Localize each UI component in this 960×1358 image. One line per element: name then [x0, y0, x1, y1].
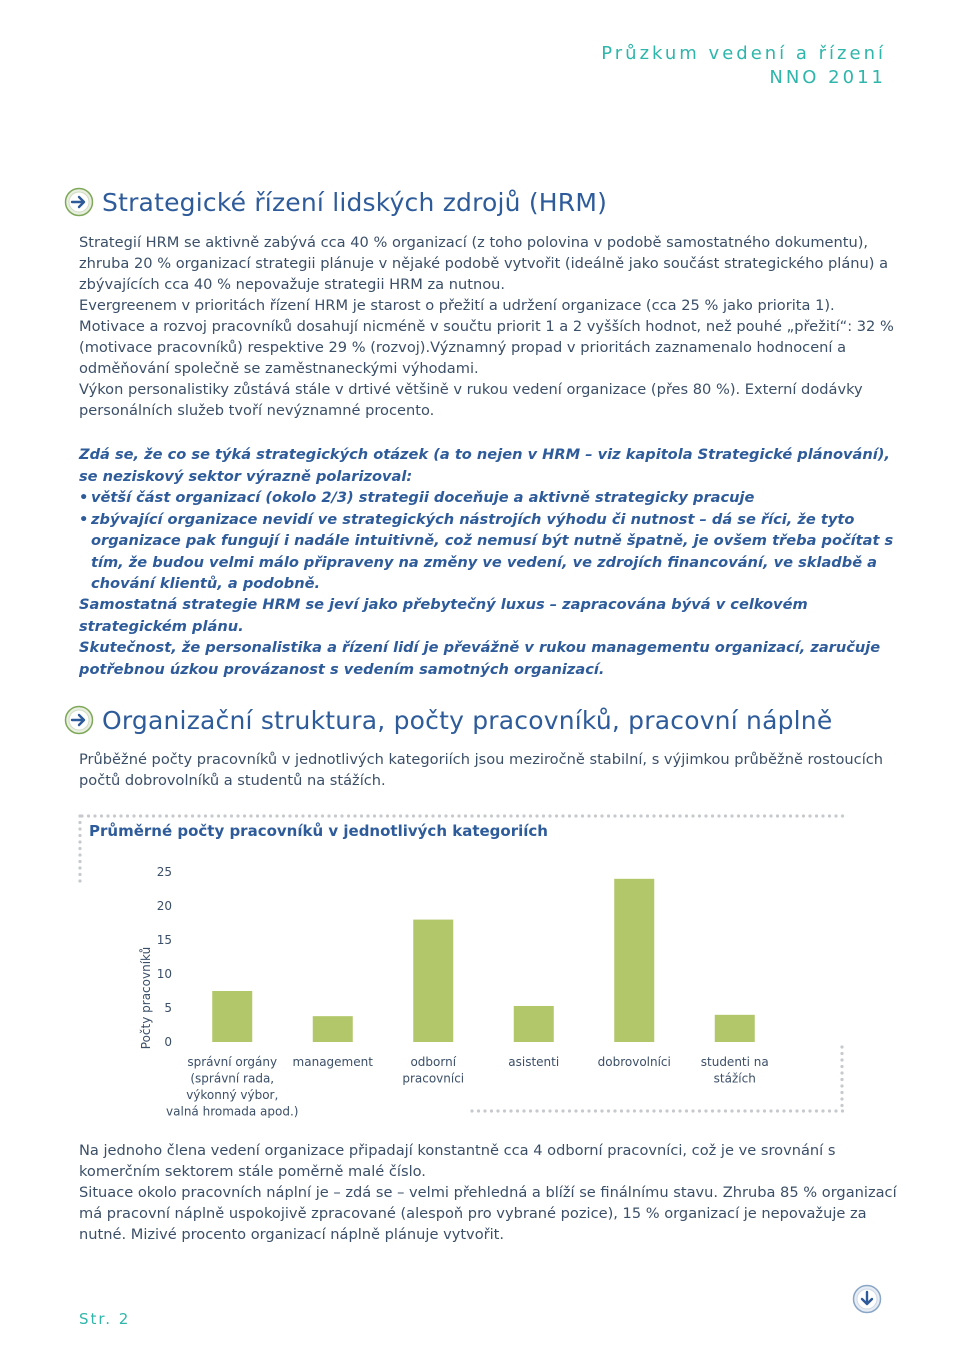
y-tick-label: 25 — [156, 865, 172, 879]
bar — [514, 1006, 554, 1042]
section-title: Organizační struktura, počty pracovníků, pracovní náplně — [102, 705, 833, 735]
paragraph: Na jednoho člena vedení organizace připadají konstantně cca 4 odborní pracovníci, což je ve srovnání s komerčním sektorem stále poměrně malé číslo. — [79, 1142, 836, 1180]
arrow-right-icon — [64, 187, 94, 217]
emphasis-intro: Zdá se, že co se týká strategických otázek (a to nejen v HRM – viz kapitola Strategické plánování), se neziskový sektor výrazně polarizoval: — [79, 446, 890, 485]
y-axis-label: Počty pracovníků — [139, 946, 153, 1050]
structure-intro — [79, 749, 909, 791]
paragraph: Strategií HRM se aktivně zabývá cca 40 % organizací (z toho polovina v podobě samostatného dokumentu), zhruba 20 % organizací strategii plánuje v nějaké podobě vytvořit (ideálně jako součást strategického plánu) a zbývajících cca 40 % nepovažuje strategii HRM za nutnou. — [79, 234, 889, 293]
x-tick-label: studenti na stážích — [700, 1055, 769, 1086]
bar — [614, 879, 654, 1042]
section-heading-hrm — [64, 187, 607, 217]
bars — [212, 879, 755, 1042]
y-tick-label: 20 — [156, 899, 172, 913]
chart-frame-right-dots — [840, 1045, 844, 1113]
bar — [212, 991, 252, 1042]
x-tick-label: asistenti — [508, 1055, 560, 1069]
hrm-paragraphs — [79, 232, 909, 421]
bar — [715, 1015, 755, 1042]
list-item: • zbývající organizace nevidí ve strategických nástrojích výhodu či nutnost – dá se říci, že tyto organizace pak fungují i nadále intuitivně, což nemusí být nutně špatně, je ovšem třeba počítat s tím, že budou velmi málo připraveny na změny ve vedení, ve zdrojích financování, ve skladbě a chování klientů, a podobně. — [79, 509, 909, 595]
arrow-right-icon — [64, 705, 94, 735]
paragraph: Evergreenem v prioritách řízení HRM je starost o přežití a udržení organizace (cca 25 % jako priorita 1). — [79, 297, 835, 314]
bar-chart — [120, 850, 820, 1130]
x-tick-label: dobrovolníci — [597, 1055, 671, 1069]
section-heading-structure — [64, 705, 832, 735]
arrow-down-icon[interactable] — [852, 1284, 882, 1314]
paragraph: Situace okolo pracovních náplní je – zdá se – velmi přehledná a blíží se finálnímu stavu. Zhruba 85 % organizací má pracovní náplně uspokojivě zpracované (alespoň pro vybrané pozice), 15 % organizací je nepovažuje za nutné. Mizivé procento organizací náplně plánuje vytvořit. — [79, 1184, 897, 1243]
bar — [413, 920, 453, 1042]
chart-frame-left-dots — [78, 814, 82, 884]
hrm-conclusion-emphasis — [79, 594, 909, 680]
y-tick-label: 0 — [164, 1035, 172, 1049]
x-axis-labels — [166, 1055, 769, 1119]
y-tick-label: 15 — [156, 933, 172, 947]
section-title: Strategické řízení lidských zdrojů (HRM) — [102, 187, 608, 217]
x-tick-label: správní orgány (správní rada, výkonný výbor, valná hromada apod.) — [166, 1055, 299, 1119]
x-tick-label: management — [292, 1055, 373, 1069]
paragraph: Průběžné počty pracovníků v jednotlivých kategoriích jsou meziročně stabilní, s výjimkou průběžně rostoucích počtů dobrovolníků a studentů na stážích. — [79, 751, 884, 789]
hrm-summary-emphasis — [79, 444, 909, 595]
header-subtitle: NNO 2011 — [769, 67, 886, 88]
paragraph: Výkon personalistiky zůstává stále v drtivé většině v rukou vedení organizace (přes 80 %). Externí dodávky personálních služeb tvoří nevýznamné procento. — [79, 381, 863, 419]
paragraph: Motivace a rozvoj pracovníků dosahují nicméně v součtu priorit 1 a 2 vyšších hodnot, než pouhé „přežití“: 32 % (motivace pracovníků) respektive 29 % (rozvoj).Významný propad v prioritách zaznamenalo hodnocení a odměňování společně se zaměstnaneckými výhodami. — [79, 318, 894, 377]
chart-title: Průměrné počty pracovníků v jednotlivých kategoriích — [89, 822, 548, 840]
bar — [313, 1016, 353, 1042]
x-tick-label: odborní pracovníci — [402, 1055, 465, 1086]
page-number: Str. 2 — [79, 1310, 131, 1328]
structure-after-chart — [79, 1140, 909, 1245]
emphasis-list — [79, 487, 909, 595]
y-tick-label: 10 — [156, 967, 172, 981]
document-header — [601, 42, 886, 90]
emphasis-paragraph: Skutečnost, že personalistika a řízení lidí je převážně v rukou managementu organizací, zaručuje potřebnou úzkou provázanost s vedením samotných organizací. — [79, 639, 881, 678]
list-item: • větší část organizací (okolo 2/3) strategii doceňuje a aktivně strategicky pracuje — [79, 487, 909, 509]
y-tick-label: 5 — [164, 1001, 172, 1015]
chart-frame-top-dots — [80, 814, 850, 818]
header-title: Průzkum vedení a řízení — [601, 43, 886, 64]
emphasis-paragraph: Samostatná strategie HRM se jeví jako přebytečný luxus – zapracována bývá v celkovém strategickém plánu. — [79, 596, 808, 635]
y-axis-ticks — [157, 865, 172, 1049]
